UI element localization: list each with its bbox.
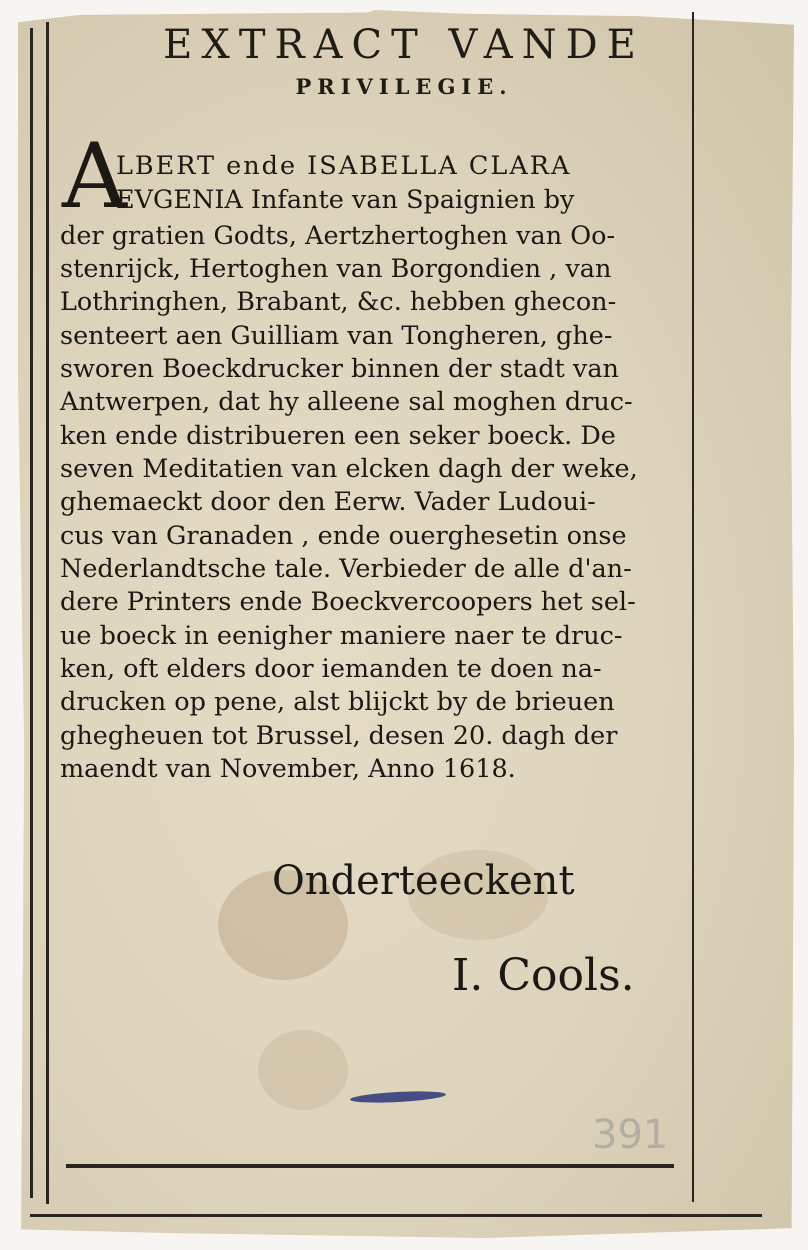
text-line: ghegheuen tot Brussel, desen 20. dagh der <box>60 721 618 751</box>
pencil-annotation: 391 <box>592 1112 669 1158</box>
text-line: seven Meditatien van elcken dagh der weke, <box>60 454 638 484</box>
text-line: der gratien Godts, Aertzhertoghen van Oo- <box>60 221 616 251</box>
drop-cap: A <box>62 124 127 229</box>
text-line: sworen Boeckdrucker binnen der stadt van <box>60 354 619 384</box>
text-line: Lothringhen, Brabant, &c. hebben ghecon- <box>60 287 617 317</box>
text-line: dere Printers ende Boeckvercoopers het sel- <box>60 587 636 617</box>
text-line: ghemaeckt door den Eerw. Vader Ludoui- <box>60 487 596 517</box>
text-line: drucken op pene, alst blijckt by de brieuen <box>60 687 615 717</box>
border-rule-left-outer <box>30 28 33 1198</box>
border-rule-right <box>692 12 694 1202</box>
text-line: ue boeck in eenigher maniere naer te druc- <box>60 621 623 651</box>
text-line: stenrijck, Hertoghen van Borgondien , van <box>60 254 612 284</box>
border-rule-bottom-outer <box>30 1214 762 1217</box>
text-line: ken, oft elders door iemanden te doen na- <box>60 654 602 684</box>
text-line: EVGENIA Infante van Spaignien by <box>116 185 575 215</box>
stain <box>258 1030 348 1110</box>
text-line: LBERT ende ISABELLA CLARA <box>116 151 572 181</box>
signature-label: Onderteeckent <box>272 858 575 904</box>
border-rule-left-inner <box>46 22 49 1204</box>
signature-name: I. Cools. <box>452 950 635 1001</box>
text-line: cus van Granaden , ende ouerghesetin onse <box>60 521 627 551</box>
text-line: ken ende distribueren een seker boeck. De <box>60 421 616 451</box>
text-line: Antwerpen, dat hy alleene sal moghen druc- <box>60 387 633 417</box>
text-line: Nederlandtsche tale. Verbieder de alle d'an- <box>60 554 632 584</box>
text-line: maendt van November, Anno 1618. <box>60 754 516 784</box>
text-line: senteert aen Guilliam van Tongheren, ghe- <box>60 321 613 351</box>
border-rule-bottom-inner <box>66 1164 674 1168</box>
heading-subtitle: PRIVILEGIE. <box>295 74 513 99</box>
heading-title: EXTRACT VANDE <box>163 22 645 68</box>
